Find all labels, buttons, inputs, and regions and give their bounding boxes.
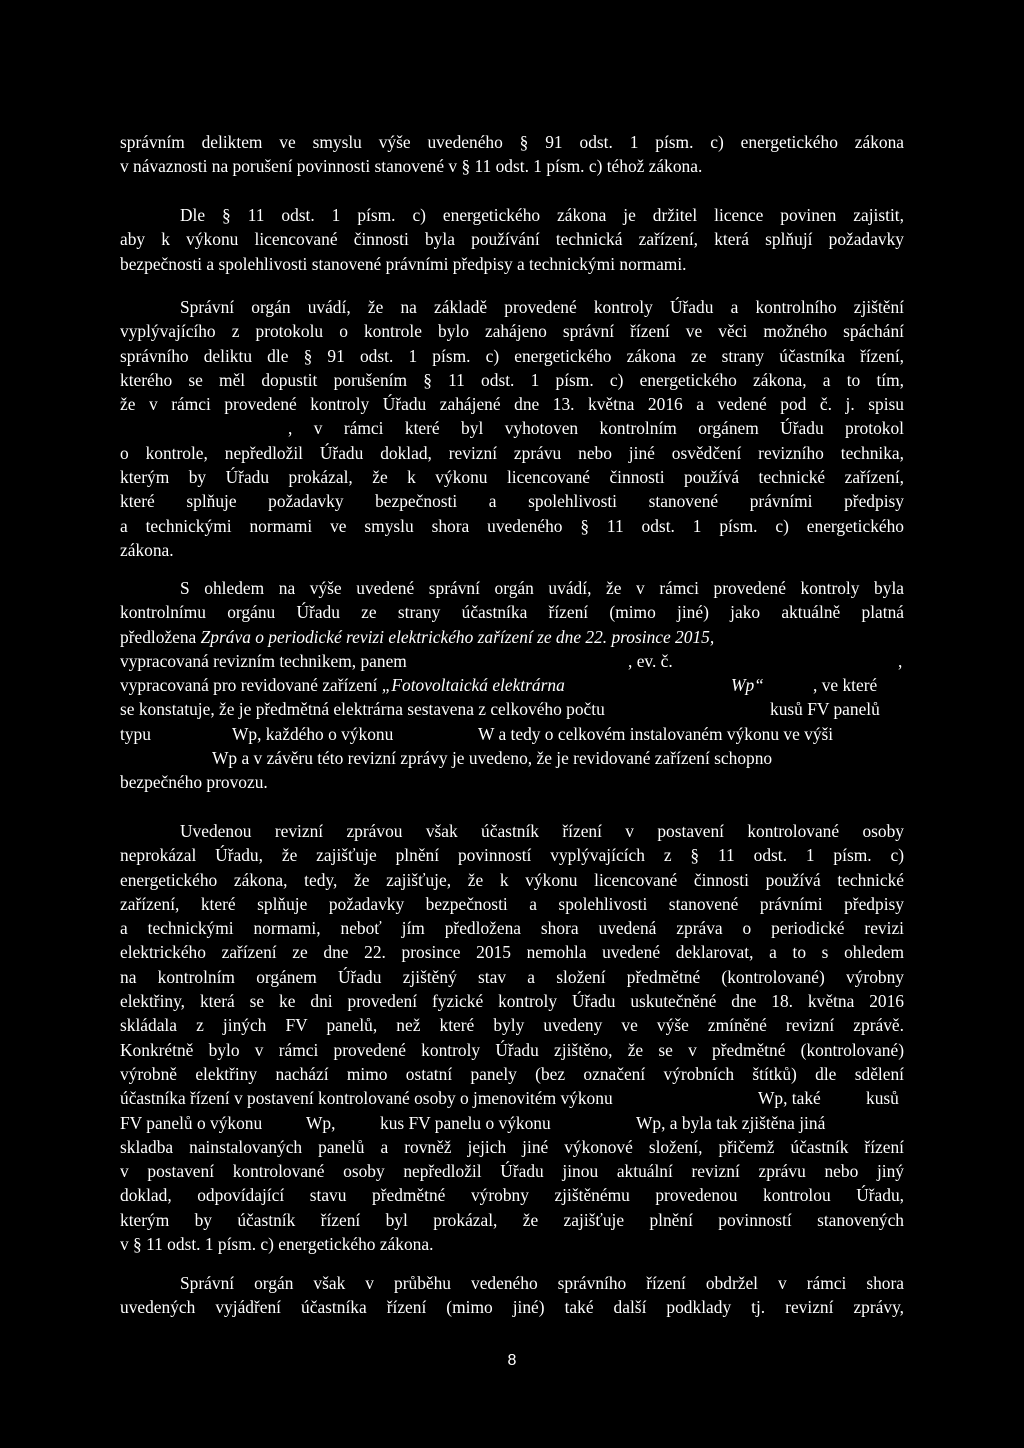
text-fragment: , ev. č. bbox=[628, 650, 673, 671]
text-fragment: kusů bbox=[866, 1088, 899, 1109]
text-fragment: vypracovaná revizním technikem, panem bbox=[120, 650, 407, 671]
text-line: uvedených vyjádření účastníka řízení (mimo jiné) také další podklady tj. revizní zprávy, bbox=[120, 1297, 904, 1318]
text-fragment: , bbox=[898, 650, 903, 671]
text-line: o kontrole, nepředložil Úřadu doklad, revizní zprávu nebo jiné osvědčení revizního technika, bbox=[120, 442, 904, 463]
text-fragment: kusů FV panelů bbox=[770, 699, 880, 720]
paragraph-3 bbox=[120, 295, 904, 562]
text-fragment: účastníka řízení v postavení kontrolované osoby o jmenovitém výkonu bbox=[120, 1088, 613, 1109]
text-line: výrobně elektřiny nachází mimo ostatní panely (bez označení výrobních štítků) dle sdělení bbox=[120, 1063, 904, 1084]
text-line bbox=[120, 722, 904, 746]
text-line bbox=[120, 1086, 904, 1110]
text-line: kterým by Úřadu prokázal, že k výkonu licencované činnosti používá technické zařízení, bbox=[120, 467, 904, 488]
paragraph-5 bbox=[120, 819, 904, 1256]
paragraph-4 bbox=[120, 576, 904, 795]
text-line: bezpečnosti a spolehlivosti stanovené právními předpisy a technickými normami. bbox=[120, 253, 687, 274]
text-line: neprokázal Úřadu, že zajišťuje plnění povinností vyplývajících z § 11 odst. 1 písm. c) bbox=[120, 845, 904, 866]
text-line: elektřiny, která se ke dni provedení fyzické kontroly Úřadu uskutečněné dne 18. května 2016 bbox=[120, 991, 904, 1012]
text-fragment: Wp, každého o výkonu bbox=[232, 723, 394, 744]
text-fragment: vypracovaná pro revidované zařízení bbox=[120, 675, 378, 696]
text-line: bezpečného provozu. bbox=[120, 772, 268, 793]
text-fragment: se konstatuje, že je předmětná elektrárna sestavena z celkového počtu bbox=[120, 699, 605, 720]
text-line: energetického zákona, tedy, že zajišťuje, že k výkonu licencované činnosti používá technické bbox=[120, 869, 904, 890]
text-line: Konkrétně bylo v rámci provedené kontroly Úřadu zjištěno, že se v předmětné (kontrolované) bbox=[120, 1039, 904, 1060]
text-line: a technickými normami, neboť jím předložena shora uvedená zpráva o periodické revizi bbox=[120, 918, 904, 939]
text-line: v návaznosti na porušení povinnosti stanovené v § 11 odst. 1 písm. c) téhož zákona. bbox=[120, 156, 703, 177]
text-fragment: , ve které bbox=[813, 675, 878, 696]
installation-name: „Fotovoltaická elektrárna bbox=[381, 675, 565, 696]
text-fragment: Wp, a byla tak zjištěna jiná bbox=[636, 1112, 826, 1133]
text-fragment: kus FV panelu o výkonu bbox=[380, 1112, 551, 1133]
text-fragment: Wp, také bbox=[758, 1088, 821, 1109]
text-line: S ohledem na výše uvedené správní orgán uvádí, že v rámci provedené kontroly byla bbox=[180, 578, 904, 598]
text-line: kontrolnímu orgánu Úřadu ze strany účastníka řízení (mimo jiné) jako aktuálně platná bbox=[120, 602, 904, 623]
text-line: kterým by účastník řízení byl prokázal, že zajišťuje plnění povinností stanovených bbox=[120, 1209, 904, 1230]
text-line: a technickými normami ve smyslu shora uvedeného § 11 odst. 1 písm. c) energetického bbox=[120, 515, 904, 536]
report-title: Zpráva o periodické revizi elektrického zařízení ze dne 22. prosince 2015, bbox=[200, 626, 715, 647]
text-fragment: typu bbox=[120, 723, 151, 744]
text-line: , v rámci které byl vyhotoven kontrolním orgánem Úřadu protokol bbox=[288, 418, 904, 439]
text-line: v postavení kontrolované osoby nepředložil Úřadu jinou aktuální revizní zprávu nebo jiný bbox=[120, 1161, 904, 1182]
text-line bbox=[120, 1111, 904, 1135]
paragraph-6 bbox=[120, 1271, 904, 1320]
text-line: kterého se měl dopustit porušením § 11 odst. 1 písm. c) energetického zákona, a to tím, bbox=[120, 369, 904, 390]
text-line: skladba nainstalovaných panelů a rovněž jejich jiné výkonové složení, přičemž účastník řízení bbox=[120, 1136, 904, 1157]
page-number: 8 bbox=[507, 1352, 517, 1369]
text-line bbox=[120, 673, 904, 697]
text-fragment: předložena bbox=[120, 626, 197, 647]
text-line: skládala z jiných FV panelů, než které byly uvedeny ve výše zmíněné revizní zprávě. bbox=[120, 1015, 904, 1036]
text-line: zákona. bbox=[120, 539, 174, 560]
text-line: v § 11 odst. 1 písm. c) energetického zákona. bbox=[120, 1234, 434, 1255]
text-line: elektrického zařízení ze dne 22. prosince 2015 nemohla uvedené deklarovat, a to s ohledem bbox=[120, 942, 904, 963]
text-line: správním deliktem ve smyslu výše uvedeného § 91 odst. 1 písm. c) energetického zákona bbox=[120, 132, 904, 152]
text-line: aby k výkonu licencované činnosti byla používání technická zařízení, která splňují požadavky bbox=[120, 229, 904, 250]
text-line bbox=[120, 625, 904, 649]
text-fragment: FV panelů o výkonu bbox=[120, 1112, 263, 1133]
text-line: zařízení, které splňuje požadavky bezpečnosti a spolehlivosti stanovené právními předpisy bbox=[120, 893, 904, 914]
paragraph-1 bbox=[120, 130, 904, 179]
text-fragment: Wp“ bbox=[731, 675, 764, 696]
text-line: Správní orgán však v průběhu vedeného správního řízení obdržel v rámci shora bbox=[180, 1273, 904, 1293]
text-line bbox=[120, 649, 904, 673]
text-fragment: W a tedy o celkovém instalovaném výkonu ve výši bbox=[478, 723, 834, 744]
text-line: Uvedenou revizní zprávou však účastník řízení v postavení kontrolované osoby bbox=[180, 821, 904, 841]
text-line: Správní orgán uvádí, že na základě provedené kontroly Úřadu a kontrolního zjištění bbox=[180, 297, 904, 317]
text-line: vyplývajícího z protokolu o kontrole bylo zahájeno správní řízení ve věci možného spáchání bbox=[120, 321, 904, 342]
text-line bbox=[120, 697, 904, 721]
text-line: Dle § 11 odst. 1 písm. c) energetického zákona je držitel licence povinen zajistit, bbox=[180, 205, 904, 225]
text-line: na kontrolním orgánem Úřadu zjištěný stav a složení předmětné (kontrolované) výrobny bbox=[120, 966, 904, 987]
text-line: které splňuje požadavky bezpečnosti a spolehlivosti stanovené právními předpisy bbox=[120, 491, 904, 512]
text-line: doklad, odpovídající stavu předmětné výrobny zjištěnému provedenou kontrolou Úřadu, bbox=[120, 1185, 904, 1206]
text-line: Wp a v závěru této revizní zprávy je uvedeno, že je revidované zařízení schopno bbox=[212, 748, 773, 769]
text-line: že v rámci provedené kontroly Úřadu zahájené dne 13. května 2016 a vedené pod č. j. spisu bbox=[120, 394, 904, 415]
text-fragment: Wp, bbox=[306, 1112, 336, 1133]
text-line: správního deliktu dle § 91 odst. 1 písm. c) energetického zákona ze strany účastníka řízení, bbox=[120, 345, 904, 366]
paragraph-2 bbox=[120, 203, 904, 276]
